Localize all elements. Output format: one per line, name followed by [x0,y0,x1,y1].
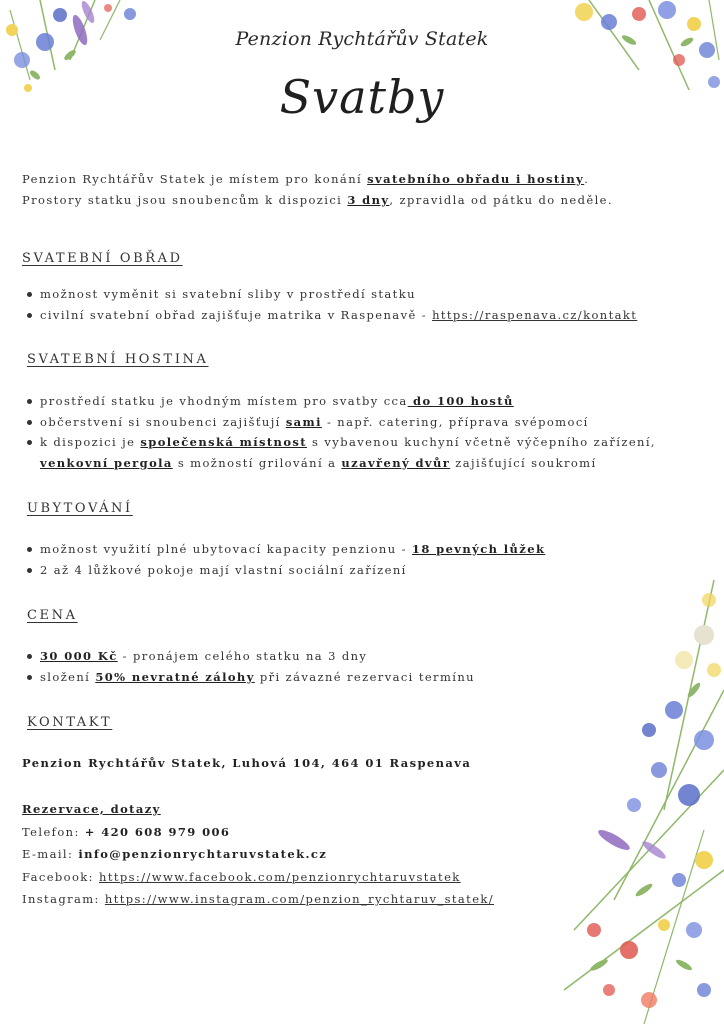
item-text: civilní svatební obřad zajišťuje matrika v Raspenavě - [40,307,433,322]
list-item [22,432,656,453]
item-text: - pronájem celého statku na 3 dny [117,649,368,663]
facebook-label: Facebook: [22,869,100,884]
intro-highlight: 3 dny [347,192,390,207]
instagram-link[interactable]: https://www.instagram.com/penzion_rychtaruv_statek/ [104,892,495,906]
price-highlight: 30 000 Kč [40,649,118,663]
wildflowers-bottom-right [554,570,724,1024]
list-item [22,305,637,326]
intro-text: Penzion Rychtářův Statek je místem pro konání [22,172,368,186]
item-highlight: společenská místnost [140,435,307,449]
intro-paragraph [22,169,613,210]
intro-text: Prostory statku jsou snoubencům k dispozici [22,192,348,207]
item-highlight: 50% nevratné zálohy [95,669,255,684]
instagram-row [22,888,494,911]
item-highlight: uzavřený dvůr [341,455,451,470]
heading-obrad: SVATEBNÍ OBŘAD [22,251,183,266]
list-hostina [22,391,656,473]
item-text: složení [40,669,96,684]
item-highlight: sami [285,414,322,429]
heading-ubytovani: UBYTOVÁNÍ [27,501,133,516]
item-text: k dispozici je [40,435,141,449]
facebook-link[interactable]: https://www.facebook.com/penzionrychtaruvstatek [99,869,461,884]
email-link[interactable]: info@penzionrychtaruvstatek.cz [78,847,328,861]
contact-block [22,798,494,911]
item-text: možnost vyměnit si svatební sliby v prostředí statku [40,287,416,301]
heading-cena: CENA [27,608,78,623]
list-item [22,539,545,560]
list-item [22,560,545,581]
intro-line-1 [22,169,613,190]
page-title: Svatby [279,70,445,124]
item-text: s vybavenou kuchyní včetně výčepního zařízení, [306,435,656,449]
list-item [22,646,475,667]
address: Penzion Rychtářův Statek, Luhová 104, 464 01 Raspenava [22,756,472,770]
phone-row [22,821,494,844]
list-ubytovani [22,539,545,580]
heading-hostina: SVATEBNÍ HOSTINA [27,352,209,367]
intro-text: , zpravidla od pátku do neděle. [389,192,613,207]
raspenava-link[interactable]: https://raspenava.cz/kontakt [432,307,638,322]
brand-name: Penzion Rychtářův Statek [235,28,489,50]
item-text: - např. catering, příprava svépomocí [321,414,589,429]
list-item [22,284,637,305]
item-text: 2 až 4 lůžkové pokoje mají vlastní sociální zařízení [40,562,407,577]
item-text: občerstvení si snoubenci zajišťují [40,414,286,429]
phone-number[interactable]: + 420 608 979 006 [84,824,231,839]
item-text: možnost využití plné ubytovací kapacity penzionu - [40,542,412,556]
item-highlight: do 100 hostů [407,394,514,408]
list-item [22,412,656,433]
item-highlight: venkovní pergola [40,455,173,470]
list-item [22,391,656,412]
rezervace-label: Rezervace, dotazy [22,802,161,816]
intro-highlight: svatebního obřadu i hostiny [367,172,585,186]
heading-kontakt: KONTAKT [27,715,113,730]
item-text: při závazné rezervaci termínu [254,669,475,684]
item-text: prostředí statku je vhodným místem pro svatby cca [40,394,408,408]
list-item [22,667,475,688]
item-text: s možností grilování a [172,455,342,470]
intro-text: . [584,172,590,186]
email-label: E-mail: [22,847,79,861]
list-item-continuation [22,453,656,474]
facebook-row [22,866,494,889]
list-cena [22,646,475,687]
phone-label: Telefon: [22,824,85,839]
intro-line-2 [22,190,613,211]
list-obrad [22,284,637,325]
instagram-label: Instagram: [22,892,105,906]
email-row [22,843,494,866]
item-text: zajišťující soukromí [450,455,597,470]
item-highlight: 18 pevných lůžek [411,542,546,556]
